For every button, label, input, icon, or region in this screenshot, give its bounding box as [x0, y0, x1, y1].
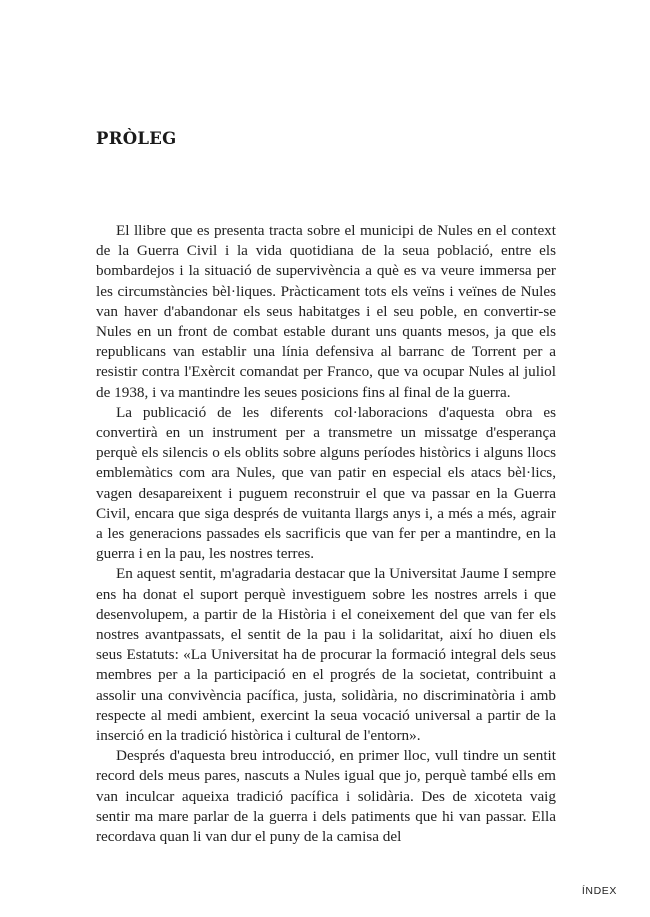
body-text: [96, 221, 556, 847]
chapter-heading: PRÒLEG: [96, 129, 177, 148]
paragraph-4: Després d'aquesta breu introducció, en primer lloc, vull tindre un sentit record dels meus pares, nascuts a Nules igual que jo, perquè també ells em van inculcar aqueixa tradició pacífica i solidària. Des de xicoteta vaig sentir ma mare parlar de la guerra i dels patiments que hi van passar. Ella recordava quan li van dur el puny de la camisa del: [96, 747, 556, 846]
paragraph-3: En aquest sentit, m'agradaria destacar que la Universitat Jaume I sempre ens ha donat el suport perquè investiguem sobre les nostres arrels i que desenvolupem, a partir de la Història i el coneixement del que van fer els nostres avantpassats, el sentit de la pau i la solidaritat, així ho diuen els seus Estatuts: «La Universitat ha de procurar la formació integral dels seus membres per a la participació en el progrés de la societat, contribuint a assolir una convivència pacífica, justa, solidària, no discriminatòria i amb respecte al medi ambient, exercint la seua vocació universal a partir de la inserció en la tradició històrica i cultural de l'entorn».: [96, 565, 556, 745]
paragraph-2: La publicació de les diferents col·laboracions d'aquesta obra es convertirà en un instrument per a transmetre un missatge d'esperança perquè els silencis o els oblits sobre alguns períodes històrics i alguns llocs emblemàtics com ara Nules, que van patir en especial els atacs bèl·lics, vagen desapareixent i puguem reconstruir el que va passar en la Guerra Civil, encara que siga després de vuitanta llargs anys i, a més a més, agrair a les generacions passades els sacrificis que van fer per a mantindre, en la guerra i en la pau, les nostres terres.: [96, 403, 556, 563]
paragraph-1: El llibre que es presenta tracta sobre el municipi de Nules en el context de la Guerra Civil i la vida quotidiana de la seua població, entre els bombardejos i la situació de supervivència a què es va veure immersa per les circumstàncies bèl·liques. Pràcticament tots els veïns i veïnes de Nules van haver d'abandonar els seus habitatges i el seu poble, en convertir-se Nules en un front de combat estable durant uns quants mesos, ja que els republicans van establir una línia defensiva al barranc de Torrent per a resistir contra l'Exèrcit comandat per Franco, que va ocupar Nules al juliol de 1938, i va mantindre les seues posicions fins al final de la guerra.: [96, 222, 556, 401]
index-link[interactable]: ÍNDEX: [581, 885, 617, 897]
